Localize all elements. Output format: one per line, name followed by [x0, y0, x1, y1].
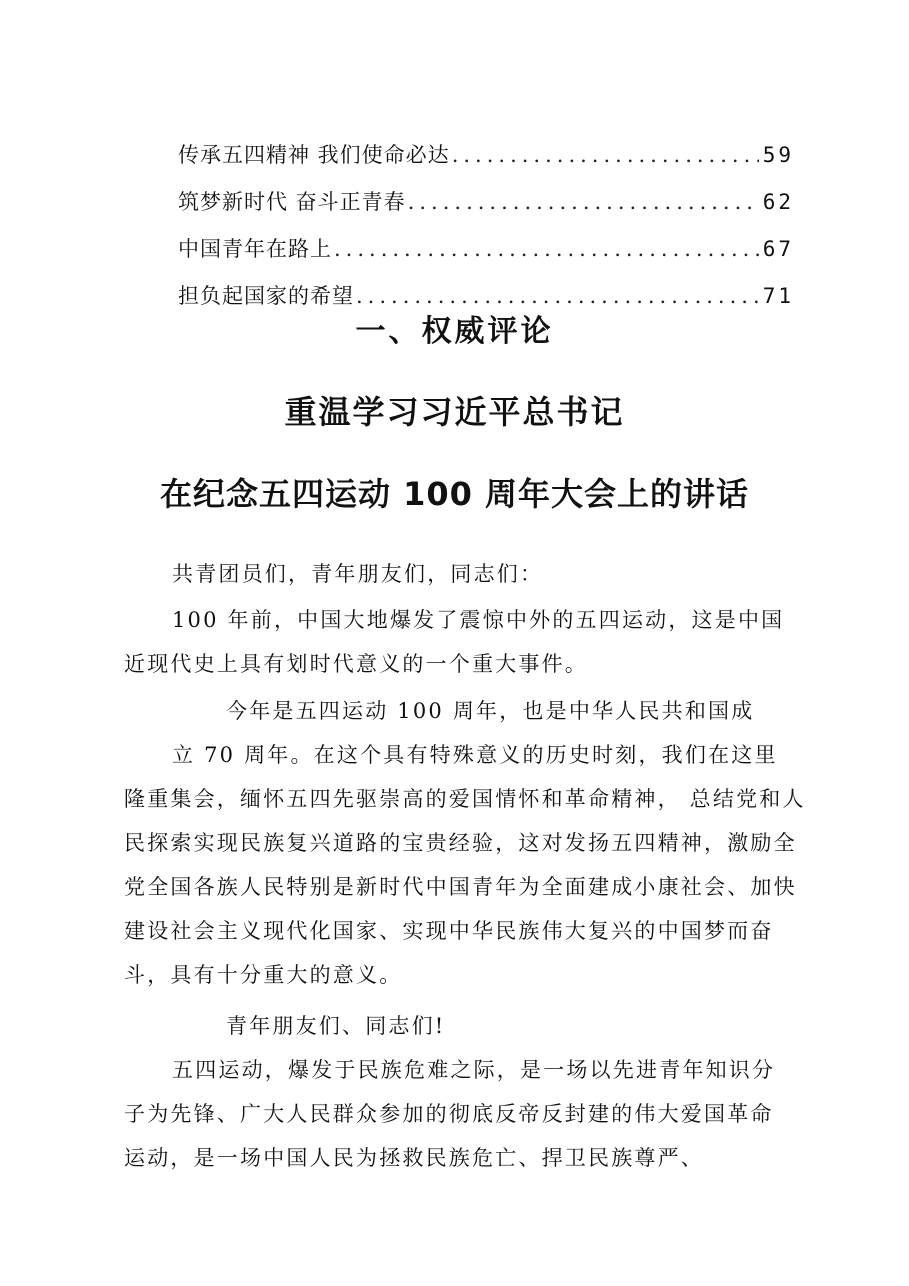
article-title-line-2: 在纪念五四运动 100 周年大会上的讲话 — [159, 475, 750, 513]
paragraph-1: 100 年前，中国大地爆发了震惊中外的五四运动，这是中国近现代史上具有划时代意义的一个重大事件。 — [124, 608, 785, 676]
toc-entry-page: 71 — [762, 284, 794, 308]
toc-entry-title: 传承五四精神 我们使命必达 — [178, 143, 450, 167]
paragraph-3: 五四运动，爆发于民族危难之际，是一场以先进青年知识分子为先锋、广大人民群众参加的彻底反帝反封建的伟大爱国革命运动，是一场中国人民为拯救民族危亡、捍卫民族尊严、 — [124, 1058, 776, 1170]
section-heading: 一、权威评论 — [355, 314, 554, 349]
toc-entry-title: 担负起国家的希望 — [178, 284, 354, 308]
paragraph-2-lead: 今年是五四运动 100 周年，也是中华人民共和国成 — [226, 699, 755, 723]
paragraph-2-line-2: 立 70 周年。在这个具有特殊意义的历史时刻，我们在这里 — [172, 743, 778, 767]
salutation-2: 青年朋友们、同志们! — [226, 1014, 446, 1038]
toc-entry-page: 62 — [762, 190, 794, 214]
toc-entry[interactable] — [178, 232, 794, 279]
paragraph-2 — [124, 689, 814, 997]
paragraph-2-body: 隆重集会，缅怀五四先驱崇高的爱国情怀和革命精神， 总结党和人民探索实现民族复兴道路的宝贵经验，这对发扬五四精神，激励全党全国各族人民特别是新时代中国青年为全面建成小康社会、加快建设社会主义现代化国家、实现中华民族伟大复兴的中国梦而奋斗，具有十分重大的意义。 — [124, 787, 806, 987]
toc-entry-page: 67 — [762, 237, 794, 261]
article-title-line-1: 重温学习习近平总书记 — [284, 393, 625, 431]
toc-dot-leader — [334, 232, 759, 266]
toc-entry-title: 筑梦新时代 奋斗正青春 — [178, 190, 406, 214]
toc-dot-leader — [452, 138, 759, 172]
toc-dot-leader — [408, 185, 759, 219]
salutation: 共青团员们，青年朋友们，同志们： — [172, 562, 544, 586]
toc-entry-title: 中国青年在路上 — [178, 237, 332, 261]
toc-entry[interactable] — [178, 185, 794, 232]
toc-entry-page: 59 — [762, 143, 794, 167]
table-of-contents — [178, 138, 794, 326]
toc-entry[interactable] — [178, 138, 794, 185]
